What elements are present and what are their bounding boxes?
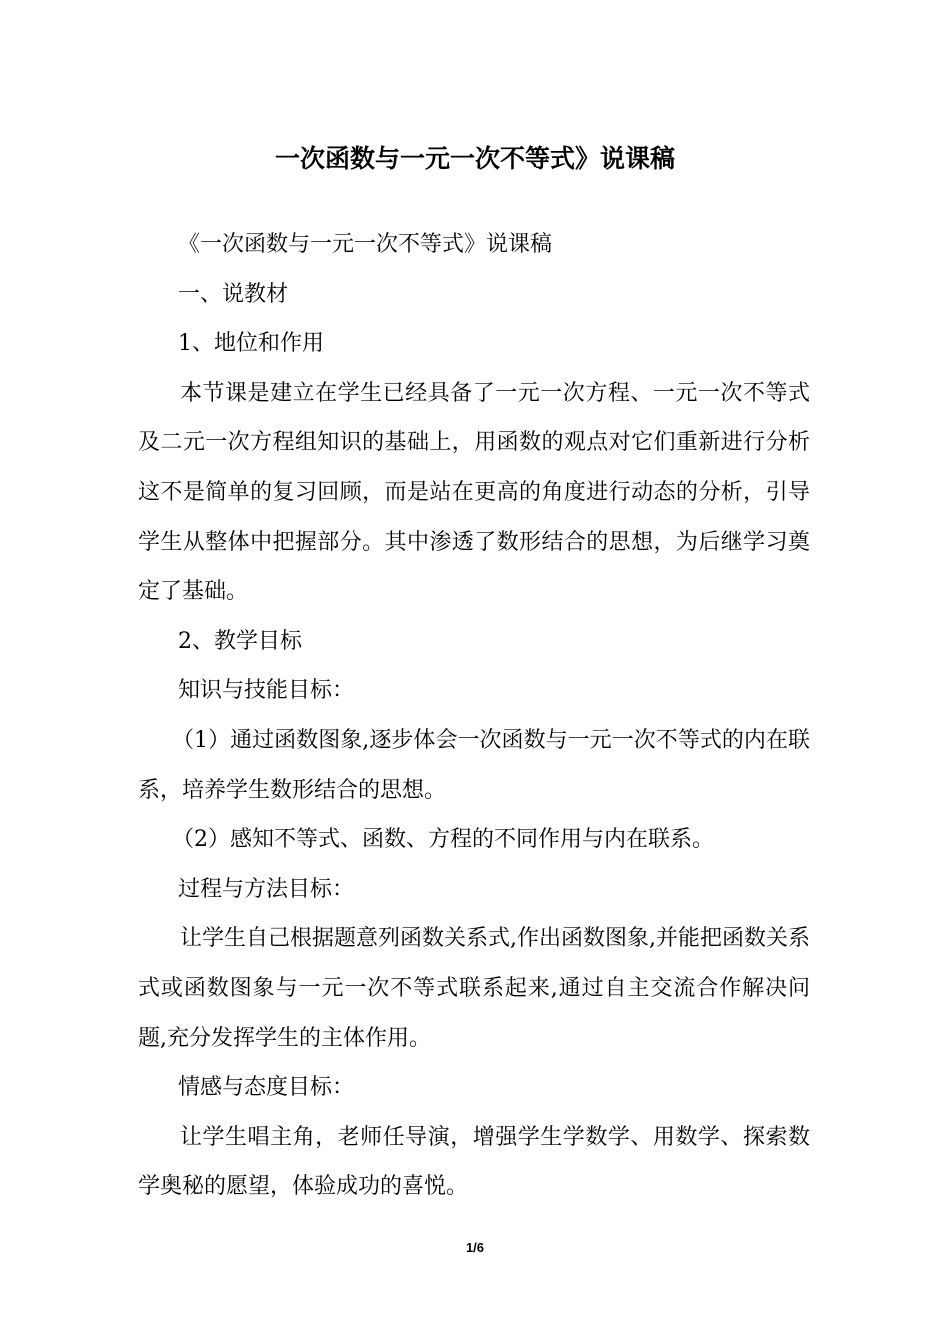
page-title: 一次函数与一元一次不等式》说课稿 — [274, 144, 675, 173]
paragraph-goal-1: （1）通过函数图象,逐步体会一次函数与一元一次不等式的内在联系，培养学生数形结合的思想。 — [138, 727, 810, 803]
paragraph-position-role: 本节课是建立在学生已经具备了一元一次方程、一元一次不等式及二元一次方程组知识的基础上，用函数的观点对它们重新进行分析这不是简单的复习回顾，而是站在更高的角度进行动态的分析，引导学生从整体中把握部分。其中渗透了数形结合的思想，为后继学习奠定了基础。 — [138, 380, 810, 605]
paragraph-subtitle: 《一次函数与一元一次不等式》说课稿 — [178, 232, 553, 257]
heading-emotion-goals: 情感与态度目标： — [178, 1075, 355, 1101]
heading-process-goals: 过程与方法目标： — [178, 876, 355, 902]
heading-section-1: 一、说教材 — [178, 281, 289, 307]
paragraph-emotion-goals: 让学生唱主角，老师任导演，增强学生学数学、用数学、探索数学奥秘的愿望，体验成功的喜悦。 — [138, 1124, 810, 1200]
heading-position-role: 1、地位和作用 — [178, 331, 324, 357]
heading-teaching-goals: 2、教学目标 — [178, 628, 302, 654]
page-number: 1/6 — [465, 1240, 485, 1255]
heading-knowledge-goals: 知识与技能目标： — [178, 678, 355, 704]
document-body — [138, 220, 810, 1212]
paragraph-goal-2: （2）感知不等式、函数、方程的不同作用与内在联系。 — [172, 827, 714, 853]
paragraph-process-goals: 让学生自己根据题意列函数关系式,作出函数图象,并能把函数关系式或函数图象与一元一次不等式联系起来,通过自主交流合作解决问题,充分发挥学生的主体作用。 — [138, 926, 810, 1051]
